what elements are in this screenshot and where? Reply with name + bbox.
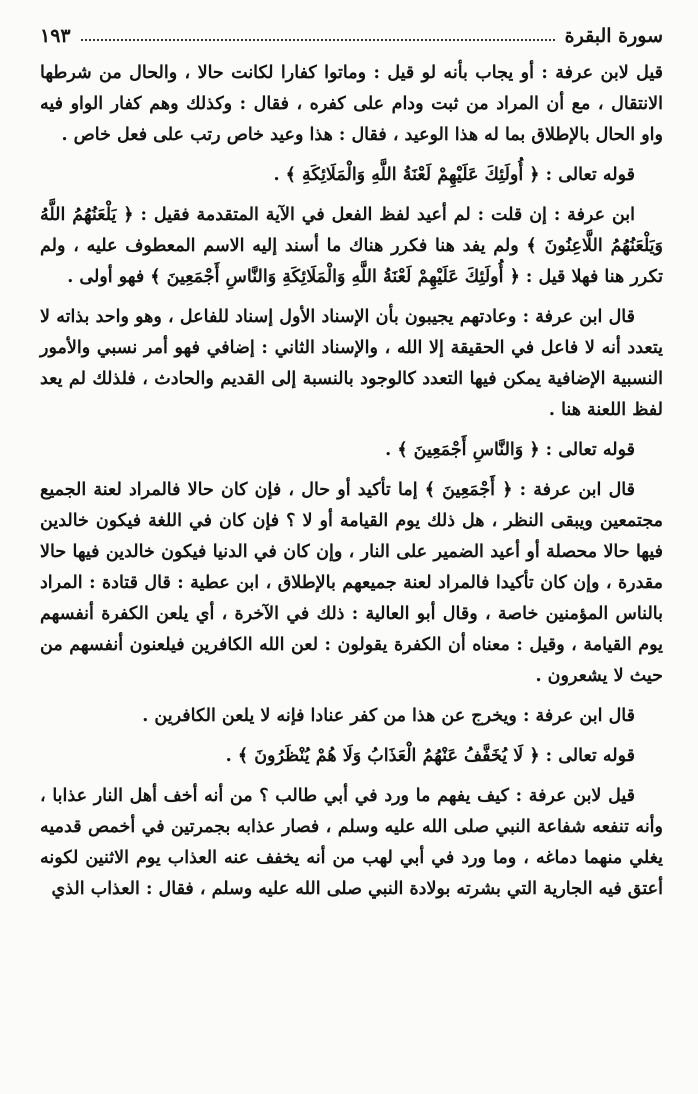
running-header — [40, 22, 663, 50]
page-number: ١٩٣ — [40, 25, 71, 47]
page-body — [40, 58, 663, 914]
paragraph-ibn-arafa-question: قيل لابن عرفة : أو يجاب بأنه لو قيل : وماتوا كفارا لكانت حالا ، والحال من شرطها الانتقال ، مع أن المراد من ثبت ودام على كفره ، فقال : وكذلك وهم كفار الواو فيه واو الحال بالإطلاق بما له هذا الوعيد ، فقال : هذا وعيد خاص رتب على فعل خاص . — [40, 63, 663, 145]
header-dotted-rule — [81, 39, 555, 41]
paragraph-repeated-verb: ابن عرفة : إن قلت : لم أعيد لفظ الفعل في الآية المتقدمة فقيل : ﴿ يَلْعَنُهُمُ اللَّهُ وَيَلْعَنُهُمُ اللَّاعِنُونَ ﴾ ولم يفد هنا فكرر هناك ما أسند إليه الاسم المعطوف عليه ، ولم تكرر هنا فهلا قيل : ﴿ أُولَئِكَ عَلَيْهِمْ لَعْنَةُ اللَّهِ وَالْمَلَائِكَةِ وَالنَّاسِ أَجْمَعِينَ ﴾ فهو أولى . — [40, 205, 663, 287]
paragraph-ajmain: قال ابن عرفة : ﴿ أَجْمَعِينَ ﴾ إما تأكيد أو حال ، فإن كان حالا فالمراد لعنة الجميع مجتمعين ويبقى النظر ، هل ذلك يوم القيامة أو لا ؟ فإن كان في اللغة فيكون خالدين فيها حالا محصلة أو أعيد الضمير على النار ، وإن كان في الدنيا فيكون خالدين فيها حالا مقدرة ، وإن كان تأكيدا فالمراد لعنة جميعهم بالإطلاق ، ابن عطية : قال قتادة : المراد بالناس المؤمنين خاصة ، وقال أبو العالية : ذلك في الآخرة ، أي يلعن الكفرة أنفسهم يوم القيامة ، وقيل : معناه أن الكفرة يقولون : لعن الله الكافرين فيلعنون أنفسهم من حيث لا يشعرون . — [40, 480, 663, 686]
verse-heading-all-people: قوله تعالى : ﴿ وَالنَّاسِ أَجْمَعِينَ ﴾ . — [385, 440, 635, 460]
paragraph-attribution: قال ابن عرفة : وعادتهم يجيبون بأن الإسناد الأول إسناد للفاعل ، وهو واحد بذاته لا يتعدد أنه لا فاعل في الحقيقة إلا الله ، والإسناد الثاني : إضافي فهو أمر نسبي والأمور النسبية الإضافية يمكن فيها التعدد كالوجود بالنسبة إلى القديم والحادث ، فلذلك لم يعد لفظ اللعنة هنا . — [40, 307, 663, 420]
paragraph-stubborn-disbelief: قال ابن عرفة : ويخرج عن هذا من كفر عنادا فإنه لا يلعن الكافرين . — [142, 706, 635, 726]
sura-title: سورة البقرة — [564, 25, 663, 47]
paragraph-abu-talib: قيل لابن عرفة : كيف يفهم ما ورد في أبي طالب ؟ من أنه أخف أهل النار عذابا ، وأنه تنفعه شفاعة النبي صلى الله عليه وسلم ، فصار عذابه بجمرتين في أخمص قدميه يغلي منهما دماغه ، وما ورد في أبي لهب من أنه يخفف عنه العذاب يوم الاثنين لكونه أعتق فيه الجارية التي بشرته بولادة النبي صلى الله عليه وسلم ، فقال : العذاب الذي — [40, 786, 663, 899]
verse-heading-no-lightening: قوله تعالى : ﴿ لَا يُخَفَّفُ عَنْهُمُ الْعَذَابُ وَلَا هُمْ يُنْظَرُونَ ﴾ . — [225, 746, 635, 766]
verse-heading-curse: قوله تعالى : ﴿ أُولَئِكَ عَلَيْهِمْ لَعْنَةُ اللَّهِ وَالْمَلَائِكَةِ ﴾ . — [273, 165, 635, 185]
